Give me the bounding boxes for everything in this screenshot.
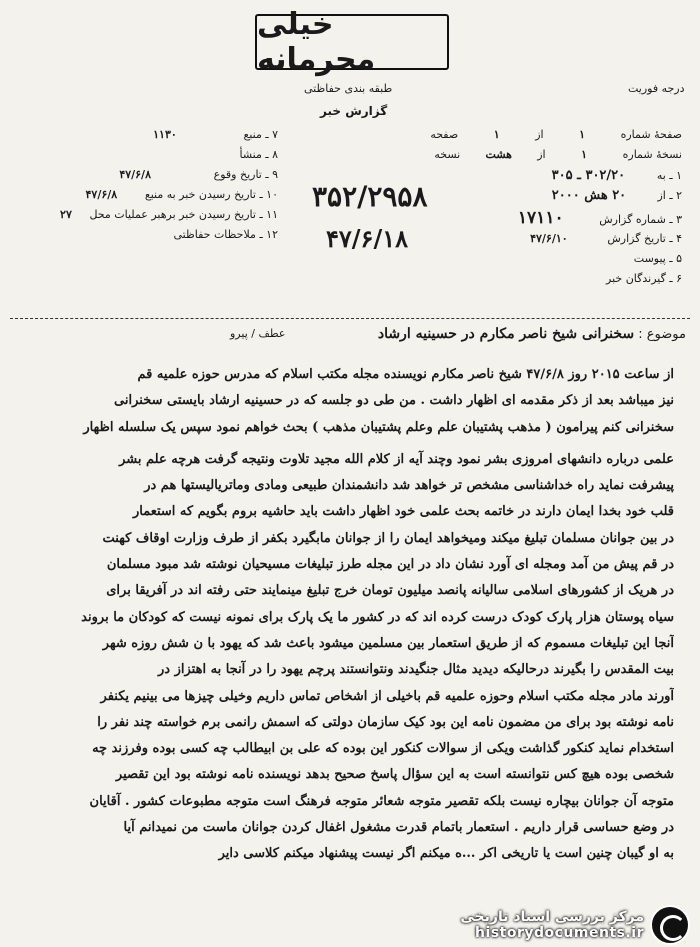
- body-line: پیشرفت نماید راه خداشناسی مشخص تر خواهد شد دانشمندان طبیعی ومادی وماتریالیستها هم در: [144, 478, 674, 494]
- body-line: نامه نوشته بود برای من مضمون نامه این بود کیک سازمان دولتی که اسمش رانمی برم خواسته چند نفر را: [97, 714, 674, 730]
- body-line: استخدام نماید کنکور گذاشت ویکی از سوالات کنکور این بوده که علی بن ابیطالب چه کسی بوده وفرزند چه: [92, 741, 674, 757]
- watermark-text: مرکز بررسی اسناد تاریخی: [460, 909, 644, 925]
- form-row-8: ۸ ـ منشأ: [239, 148, 278, 161]
- watermark: [460, 905, 690, 945]
- form-row-2: ۲ ـ از ۲۰ هش ۲۰۰۰: [551, 188, 682, 203]
- handwritten-date: ۴۷/۶/۱۸: [326, 224, 408, 253]
- reference-label: عطف / پیرو: [230, 327, 286, 340]
- body-line: آنجا این تبلیغات مسموم که از طریق استعمار بین مسلمین میشود باعث شد که یهود با ن شش روزه شهر: [102, 635, 674, 651]
- form-row-5: ۵ ـ پیوست: [633, 252, 682, 265]
- archive-logo-icon: [650, 905, 690, 945]
- form-row-1: ۱ ـ به ۳۰۲/۲۰ ـ ۳۰۵: [551, 168, 682, 183]
- body-line: در قم پیش من آمد ومجله ای آورد نشان داد در این مجله طرز تبلیغات مسیحیان نوشته شد مبود مسلمان: [106, 557, 674, 573]
- body-line: به او گیبان چنین است یا تاریخی اکر ...ه میکنم اگر نیست پیشنهاد میکنم کلاسی دایر: [218, 846, 674, 862]
- report-title: گزارش خبر: [320, 104, 388, 118]
- handwritten-number: ۳۵۲/۲۹۵۸: [312, 180, 428, 213]
- form-row-3: ۳ ـ شماره گزارش ۱۷۱۱۰: [517, 208, 682, 228]
- body-line: در وضع حساسی قرار داریم . استعمار باتمام قدرت مشغول اغفال کردن جوانان ماست من نمیدانم آیا: [123, 820, 674, 836]
- form-row-6: ۶ ـ گیرندگان خبر: [606, 272, 682, 285]
- body-line: در هریک از کشورهای اسلامی سالیانه پانصد میلیون تومان خرج تبلیغ مینمایند حتی رفته اند در آفریقا برای: [106, 583, 674, 599]
- classification-label: طبقه بندی حفاظتی: [304, 82, 393, 95]
- separator-line: [10, 318, 690, 319]
- form-row-7: ۷ ـ منبع ۱۱۳۰: [153, 128, 278, 141]
- subject-row: موضوع : سخنرانی شیخ ناصر مکارم در حسینیه ارشاد: [377, 326, 686, 342]
- form-row-11: ۱۱ ـ تاریخ رسیدن خبر برهبر عملیات محل ۲۷: [60, 208, 278, 221]
- body-line: آورند مادر مجله مکتب اسلام وحوزه علمیه قم باخیلی از اشخاص تماس داریم وخیلی چیزها می بینیم یکنفر: [100, 688, 674, 704]
- copy-number-row: نسخهٔ شماره ۱ از هشت نسخه: [434, 148, 682, 161]
- form-row-4: ۴ ـ تاریخ گزارش ۴۷/۶/۱۰: [530, 232, 682, 245]
- body-line: متوجه آن جوانان بیچاره نیست بلکه تقصیر متوجه شعائر متوجه فرهنگ است متوجه مطبوعات کشور . آقایان: [89, 793, 674, 809]
- classification-stamp: خیلی محرمانه: [255, 14, 449, 70]
- form-row-10: ۱۰ ـ تاریخ رسیدن خبر به منبع ۴۷/۶/۸: [85, 188, 278, 201]
- form-row-12: ۱۲ ـ ملاحظات حفاظتی: [173, 228, 278, 241]
- form-row-9: ۹ ـ تاریخ وقوع ۴۷/۶/۸: [119, 168, 278, 181]
- body-line: نیز میباشد بعد از ذکر مقدمه ای اظهار داشت . من طی دو جلسه که در حسینیه ارشاد بایستی سخنرانی: [114, 393, 674, 409]
- priority-label: درجه فوریت: [628, 82, 685, 95]
- body-line: شخصی بوده هیچ کس نتوانسته است به این سؤال پاسخ صحیح بدهد نویسنده نامه نوشته بود این تقصیر: [115, 767, 674, 783]
- body-line: در بین جوانان مسلمان تبلیغ میکند ومیخواهد ایمان را از جوانان مابگیرد بکفر از طرف وزارت اوقاف کهنت: [102, 530, 674, 546]
- report-body: [22, 362, 674, 868]
- body-line: بیت المقدس را بگیرند درحالیکه دیدید مثال جنگیدند ونتوانستند پرچم یهود را در آنجا به اهتزاز در: [158, 662, 674, 678]
- page-number-row: صفحهٔ شماره ۱ از ۱ صفحه: [430, 128, 682, 141]
- watermark-url: historydocuments.ir: [475, 925, 644, 941]
- body-line: قلب خود بخدا ایمان دارند در خاتمه بحث علمی خود اظهار داشت باید حاشیه بروم بگویم که استعمار: [132, 504, 674, 520]
- body-line: از ساعت ۲۰۱۵ روز ۴۷/۶/۸ شیخ ناصر مکارم نویسنده مجله مکتب اسلام که مدرس حوزه علمیه قم: [137, 367, 674, 382]
- body-line: علمی درباره دانشهای امروزی بشر نمود وچند آیه از کلام الله مجید تلاوت ونتیجه گرفت هرچه علم بشر: [119, 451, 674, 467]
- body-line: سخنرانی کنم پیرامون ( مذهب پشتیبان علم وعلم پشتیبان مذهب ) بحث خواهم نمود سپس یک سلسله اظهار: [83, 419, 674, 435]
- body-line: سیاه پوستان هزار پارک کودک درست کرده اند که در کشور ما یک پارک برای نمونه نیست که کودکان ما بروند: [81, 609, 674, 625]
